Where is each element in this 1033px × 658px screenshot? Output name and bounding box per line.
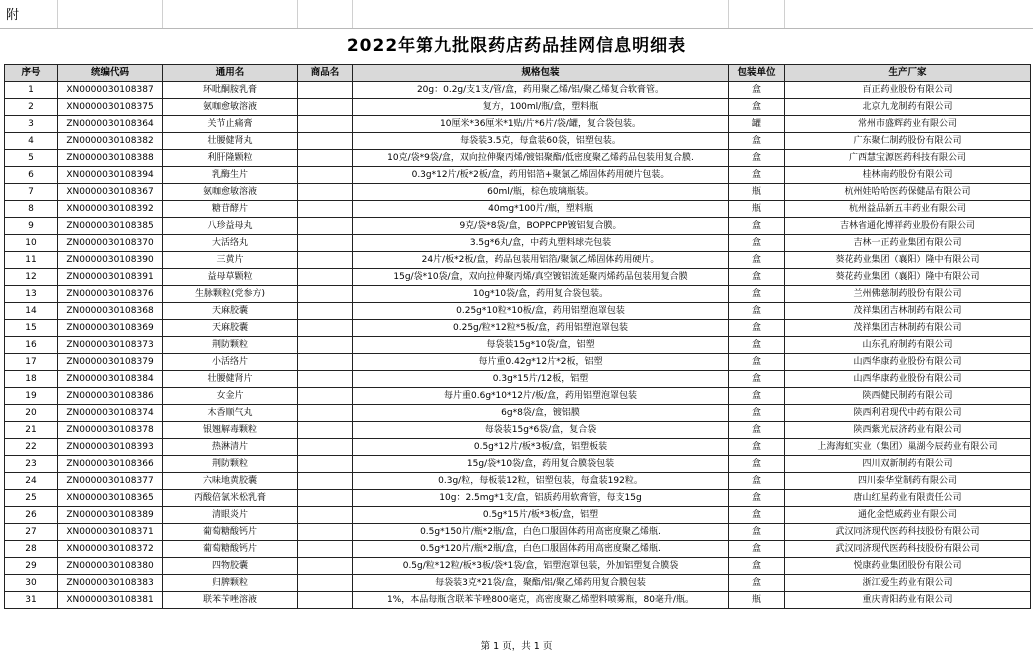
table-row [5,99,1031,116]
cell-code: ZN0000030108384 [58,371,163,388]
cell-generic-name: 利肝隆颗粒 [163,150,298,167]
cell-trade-name [298,473,353,490]
cell-generic-name: 天麻胶囊 [163,320,298,337]
table-row [5,252,1031,269]
cell-unit: 盒 [729,371,785,388]
cell-generic-name: 氨咖愈敏溶液 [163,184,298,201]
table-row [5,473,1031,490]
cell-spec: 20g：0.2g/支1支/管/盒，药用聚乙烯/铝/聚乙烯复合软膏管。 [353,82,729,99]
cell-manufacturer: 北京九龙制药有限公司 [785,99,1031,116]
cell-seq: 5 [5,150,58,167]
cell-manufacturer: 四川泰华堂制药有限公司 [785,473,1031,490]
cell-trade-name [298,133,353,150]
cell-manufacturer: 葵花药业集团（襄阳）隆中有限公司 [785,252,1031,269]
table-row [5,575,1031,592]
header-generic-name: 通用名 [163,65,298,82]
cell-generic-name: 荆防颗粒 [163,456,298,473]
table-row [5,490,1031,507]
cell-code: XN0000030108392 [58,201,163,218]
cell-code: ZN0000030108366 [58,456,163,473]
gridline [728,0,729,28]
cell-generic-name: 益母草颗粒 [163,269,298,286]
table-row [5,133,1031,150]
cell-trade-name [298,422,353,439]
table-row [5,150,1031,167]
cell-spec: 10g*10袋/盒，药用复合袋包装。 [353,286,729,303]
cell-unit: 盒 [729,167,785,184]
cell-spec: 每袋装15g*6袋/盒，复合袋 [353,422,729,439]
cell-unit: 瓶 [729,592,785,609]
cell-manufacturer: 陕西紫光辰济药业有限公司 [785,422,1031,439]
cell-spec: 0.5g*15片/板*3板/盒，铝塑 [353,507,729,524]
cell-unit: 盒 [729,82,785,99]
cell-unit: 盒 [729,524,785,541]
cell-manufacturer: 杭州娃哈哈医药保健品有限公司 [785,184,1031,201]
cell-spec: 0.3g*12片/板*2板/盒，药用铝箔+聚氯乙烯固体药用硬片包装。 [353,167,729,184]
cell-unit: 盒 [729,150,785,167]
cell-spec: 10厘米*36厘米*1贴/片*6片/袋/罐，复合袋包装。 [353,116,729,133]
cell-spec: 24片/板*2板/盒，药品包装用铝箔/聚氯乙烯固体药用硬片。 [353,252,729,269]
cell-trade-name [298,575,353,592]
cell-trade-name [298,235,353,252]
cell-spec: 每片重0.6g*10*12片/板/盒，药用铝塑泡罩包装 [353,388,729,405]
cell-spec: 0.5g*12片/板*3板/盒，铝塑板装 [353,439,729,456]
cell-seq: 19 [5,388,58,405]
cell-spec: 0.5g*120片/瓶*2瓶/盒，白色口服固体药用高密度聚乙烯瓶. [353,541,729,558]
cell-code: ZN0000030108388 [58,150,163,167]
cell-generic-name: 丙酸倍氯米松乳膏 [163,490,298,507]
cell-seq: 20 [5,405,58,422]
cell-seq: 27 [5,524,58,541]
cell-code: ZN0000030108390 [58,252,163,269]
table-row [5,167,1031,184]
cell-manufacturer: 山西华康药业股份有限公司 [785,371,1031,388]
cell-seq: 28 [5,541,58,558]
cell-spec: 0.25g*10粒*10板/盒，药用铝塑泡罩包装 [353,303,729,320]
cell-spec: 复方，100ml/瓶/盒，塑料瓶 [353,99,729,116]
cell-spec: 0.5g*150片/瓶*2瓶/盒，白色口服固体药用高密度聚乙烯瓶. [353,524,729,541]
table-row [5,82,1031,99]
cell-seq: 2 [5,99,58,116]
cell-generic-name: 三黄片 [163,252,298,269]
cell-spec: 1%，本品每瓶含联苯苄唑800毫克，高密度聚乙烯塑料喷雾瓶，80毫升/瓶。 [353,592,729,609]
cell-seq: 13 [5,286,58,303]
table-row [5,592,1031,609]
cell-generic-name: 银翘解毒颗粒 [163,422,298,439]
cell-manufacturer: 茂祥集团吉林制药有限公司 [785,320,1031,337]
cell-unit: 盒 [729,303,785,320]
cell-generic-name: 壮腰健肾片 [163,371,298,388]
table-row [5,541,1031,558]
cell-manufacturer: 茂祥集团吉林制药有限公司 [785,303,1031,320]
table-row [5,439,1031,456]
cell-seq: 22 [5,439,58,456]
cell-seq: 1 [5,82,58,99]
cell-manufacturer: 陕西利君现代中药有限公司 [785,405,1031,422]
cell-unit: 盒 [729,575,785,592]
cell-generic-name: 联苯苄唑溶液 [163,592,298,609]
gridline [297,0,298,28]
cell-manufacturer: 武汉同济现代医药科技股份有限公司 [785,524,1031,541]
cell-seq: 15 [5,320,58,337]
table-row [5,201,1031,218]
cell-manufacturer: 广东聚仁制药股份有限公司 [785,133,1031,150]
cell-manufacturer: 武汉同济现代医药科技股份有限公司 [785,541,1031,558]
cell-spec: 0.25g/粒*12粒*5板/盒，药用铝塑泡罩包装 [353,320,729,337]
cell-manufacturer: 上海海虹实业（集团）巢湖今辰药业有限公司 [785,439,1031,456]
cell-code: XN0000030108375 [58,99,163,116]
cell-seq: 21 [5,422,58,439]
table-row [5,524,1031,541]
cell-manufacturer: 唐山红星药业有限责任公司 [785,490,1031,507]
cell-trade-name [298,150,353,167]
cell-trade-name [298,337,353,354]
page-footer: 第 1 页，共 1 页 [480,641,553,652]
header-trade-name: 商品名 [298,65,353,82]
cell-code: ZN0000030108368 [58,303,163,320]
cell-trade-name [298,490,353,507]
cell-spec: 60ml/瓶，棕色玻璃瓶装。 [353,184,729,201]
cell-generic-name: 清眼炎片 [163,507,298,524]
cell-generic-name: 四物胶囊 [163,558,298,575]
cell-trade-name [298,99,353,116]
cell-manufacturer: 葵花药业集团（襄阳）隆中有限公司 [785,269,1031,286]
cell-seq: 4 [5,133,58,150]
cell-trade-name [298,388,353,405]
cell-generic-name: 葡萄糖酸钙片 [163,524,298,541]
table-row [5,184,1031,201]
cell-manufacturer: 桂林南药股份有限公司 [785,167,1031,184]
cell-code: ZN0000030108380 [58,558,163,575]
cell-unit: 盒 [729,252,785,269]
cell-unit: 盒 [729,507,785,524]
cell-seq: 12 [5,269,58,286]
cell-seq: 30 [5,575,58,592]
cell-unit: 盒 [729,456,785,473]
table-row [5,405,1031,422]
table-body [5,82,1031,609]
cell-spec: 每袋装3克*21袋/盒，聚酯/铝/聚乙烯药用复合膜包装 [353,575,729,592]
table-row [5,388,1031,405]
cell-trade-name [298,252,353,269]
cell-code: ZN0000030108379 [58,354,163,371]
cell-trade-name [298,524,353,541]
cell-seq: 29 [5,558,58,575]
cell-code: XN0000030108367 [58,184,163,201]
cell-generic-name: 热淋清片 [163,439,298,456]
header-spec: 规格包装 [353,65,729,82]
cell-generic-name: 关节止痛膏 [163,116,298,133]
cell-trade-name [298,184,353,201]
cell-unit: 盒 [729,269,785,286]
cell-generic-name: 天麻胶囊 [163,303,298,320]
cell-manufacturer: 百正药业股份有限公司 [785,82,1031,99]
cell-seq: 18 [5,371,58,388]
cell-unit: 瓶 [729,184,785,201]
cell-unit: 盒 [729,541,785,558]
gridline [57,0,58,28]
cell-generic-name: 生脉颗粒(党参方) [163,286,298,303]
cell-code: XN0000030108387 [58,82,163,99]
cell-code: XN0000030108394 [58,167,163,184]
cell-code: ZN0000030108385 [58,218,163,235]
cell-code: ZN0000030108370 [58,235,163,252]
cell-code: ZN0000030108383 [58,575,163,592]
cell-trade-name [298,116,353,133]
cell-generic-name: 葡萄糖酸钙片 [163,541,298,558]
cell-generic-name: 小活络片 [163,354,298,371]
cell-seq: 14 [5,303,58,320]
cell-trade-name [298,371,353,388]
cell-manufacturer: 通化金恺威药业有限公司 [785,507,1031,524]
cell-unit: 盒 [729,320,785,337]
table-row [5,269,1031,286]
gridline [162,0,163,28]
cell-unit: 盒 [729,473,785,490]
cell-manufacturer: 吉林省通化博祥药业股份有限公司 [785,218,1031,235]
cell-generic-name: 氨咖愈敏溶液 [163,99,298,116]
cell-trade-name [298,201,353,218]
cell-manufacturer: 常州市盛辉药业有限公司 [785,116,1031,133]
cell-manufacturer: 杭州益品新五丰药业有限公司 [785,201,1031,218]
cell-unit: 罐 [729,116,785,133]
cell-unit: 盒 [729,286,785,303]
cell-code: XN0000030108372 [58,541,163,558]
cell-generic-name: 女金片 [163,388,298,405]
cell-code: ZN0000030108378 [58,422,163,439]
gridline [352,0,353,28]
cell-manufacturer: 山西华康药业股份有限公司 [785,354,1031,371]
cell-manufacturer: 吉林一正药业集团有限公司 [785,235,1031,252]
cell-spec: 每片重0.42g*12片*2板，铝塑 [353,354,729,371]
cell-trade-name [298,167,353,184]
cell-spec: 6g*8袋/盒，镀铝膜 [353,405,729,422]
cell-manufacturer: 浙江爱生药业有限公司 [785,575,1031,592]
cell-unit: 盒 [729,422,785,439]
cell-seq: 24 [5,473,58,490]
cell-unit: 盒 [729,354,785,371]
cell-code: ZN0000030108382 [58,133,163,150]
page-title: 2022年第九批限药店药品挂网信息明细表 [346,36,687,56]
table-row [5,116,1031,133]
cell-code: ZN0000030108386 [58,388,163,405]
table-row [5,337,1031,354]
cell-trade-name [298,405,353,422]
cell-trade-name [298,507,353,524]
cell-trade-name [298,286,353,303]
cell-code: ZN0000030108389 [58,507,163,524]
cell-manufacturer: 陕西健民制药有限公司 [785,388,1031,405]
table-row [5,371,1031,388]
annex-label: 附 [6,8,20,23]
table-row [5,354,1031,371]
cell-seq: 3 [5,116,58,133]
cell-generic-name: 六味地黄胶囊 [163,473,298,490]
table-row [5,558,1031,575]
cell-unit: 盒 [729,490,785,507]
cell-generic-name: 八珍益母丸 [163,218,298,235]
cell-manufacturer: 四川双新制药有限公司 [785,456,1031,473]
cell-trade-name [298,541,353,558]
table-header-row [5,65,1031,82]
cell-trade-name [298,82,353,99]
cell-code: ZN0000030108364 [58,116,163,133]
cell-trade-name [298,439,353,456]
cell-generic-name: 大活络丸 [163,235,298,252]
cell-unit: 盒 [729,388,785,405]
cell-unit: 盒 [729,439,785,456]
cell-seq: 7 [5,184,58,201]
header-unit: 包装单位 [729,65,785,82]
cell-unit: 盒 [729,99,785,116]
header-manufacturer: 生产厂家 [785,65,1031,82]
cell-unit: 盒 [729,405,785,422]
cell-code: ZN0000030108393 [58,439,163,456]
cell-code: XN0000030108381 [58,592,163,609]
header-seq: 序号 [5,65,58,82]
cell-unit: 盒 [729,337,785,354]
table-row [5,422,1031,439]
cell-seq: 25 [5,490,58,507]
cell-generic-name: 木香顺气丸 [163,405,298,422]
cell-unit: 瓶 [729,201,785,218]
cell-generic-name: 糖苷酵片 [163,201,298,218]
cell-manufacturer: 广西慧宝源医药科技有限公司 [785,150,1031,167]
table-row [5,303,1031,320]
cell-generic-name: 壮腰健肾丸 [163,133,298,150]
cell-seq: 8 [5,201,58,218]
cell-manufacturer: 兰州佛慈制药股份有限公司 [785,286,1031,303]
spreadsheet-top-gridlines [0,0,1033,29]
table-row [5,286,1031,303]
cell-spec: 15g/袋*10袋/盒，双向拉伸聚丙烯/真空镀铝流延聚丙烯药品包装用复合膜 [353,269,729,286]
cell-spec: 9克/袋*8袋/盒，BOPPCPP镀铝复合膜。 [353,218,729,235]
table-row [5,507,1031,524]
cell-unit: 盒 [729,558,785,575]
cell-spec: 每袋装3.5克，每盒装60袋，铝塑包装。 [353,133,729,150]
cell-code: XN0000030108371 [58,524,163,541]
drug-listing-table [4,64,1031,609]
cell-spec: 0.3g/粒，每板装12粒，铝塑包装，每盒装192粒。 [353,473,729,490]
cell-generic-name: 环吡酮胺乳膏 [163,82,298,99]
cell-spec: 10g：2.5mg*1支/盒，铝质药用软膏管，每支15g [353,490,729,507]
cell-spec: 每袋装15g*10袋/盒，铝塑 [353,337,729,354]
cell-spec: 10克/袋*9袋/盒，双向拉伸聚丙烯/镀铝聚酯/低密度聚乙烯药品包装用复合膜. [353,150,729,167]
cell-generic-name: 乳酶生片 [163,167,298,184]
cell-manufacturer: 山东孔府制药有限公司 [785,337,1031,354]
cell-seq: 16 [5,337,58,354]
cell-generic-name: 归脾颗粒 [163,575,298,592]
cell-spec: 0.3g*15片/12板，铝塑 [353,371,729,388]
table-row [5,320,1031,337]
cell-code: ZN0000030108373 [58,337,163,354]
cell-seq: 11 [5,252,58,269]
cell-trade-name [298,456,353,473]
cell-seq: 26 [5,507,58,524]
cell-seq: 6 [5,167,58,184]
cell-spec: 0.5g/粒*12粒/板*3板/袋*1袋/盒，铝塑泡罩包装，外加铝塑复合膜袋 [353,558,729,575]
cell-seq: 10 [5,235,58,252]
cell-code: ZN0000030108369 [58,320,163,337]
cell-code: ZN0000030108374 [58,405,163,422]
cell-unit: 盒 [729,235,785,252]
cell-generic-name: 荆防颗粒 [163,337,298,354]
cell-trade-name [298,218,353,235]
cell-manufacturer: 悦康药业集团股份有限公司 [785,558,1031,575]
cell-manufacturer: 重庆青阳药业有限公司 [785,592,1031,609]
cell-unit: 盒 [729,133,785,150]
cell-trade-name [298,558,353,575]
cell-trade-name [298,354,353,371]
cell-seq: 17 [5,354,58,371]
cell-code: ZN0000030108377 [58,473,163,490]
cell-code: ZN0000030108391 [58,269,163,286]
gridline [784,0,785,28]
table-row [5,218,1031,235]
table-row [5,235,1031,252]
header-code: 统编代码 [58,65,163,82]
cell-seq: 23 [5,456,58,473]
cell-trade-name [298,320,353,337]
cell-trade-name [298,269,353,286]
cell-code: XN0000030108365 [58,490,163,507]
cell-trade-name [298,303,353,320]
cell-spec: 15g/袋*10袋/盒，药用复合膜袋包装 [353,456,729,473]
cell-spec: 40mg*100片/瓶，塑料瓶 [353,201,729,218]
table-row [5,456,1031,473]
cell-unit: 盒 [729,218,785,235]
cell-trade-name [298,592,353,609]
cell-spec: 3.5g*6丸/盒，中药丸塑料球壳包装 [353,235,729,252]
cell-seq: 31 [5,592,58,609]
cell-seq: 9 [5,218,58,235]
cell-code: ZN0000030108376 [58,286,163,303]
